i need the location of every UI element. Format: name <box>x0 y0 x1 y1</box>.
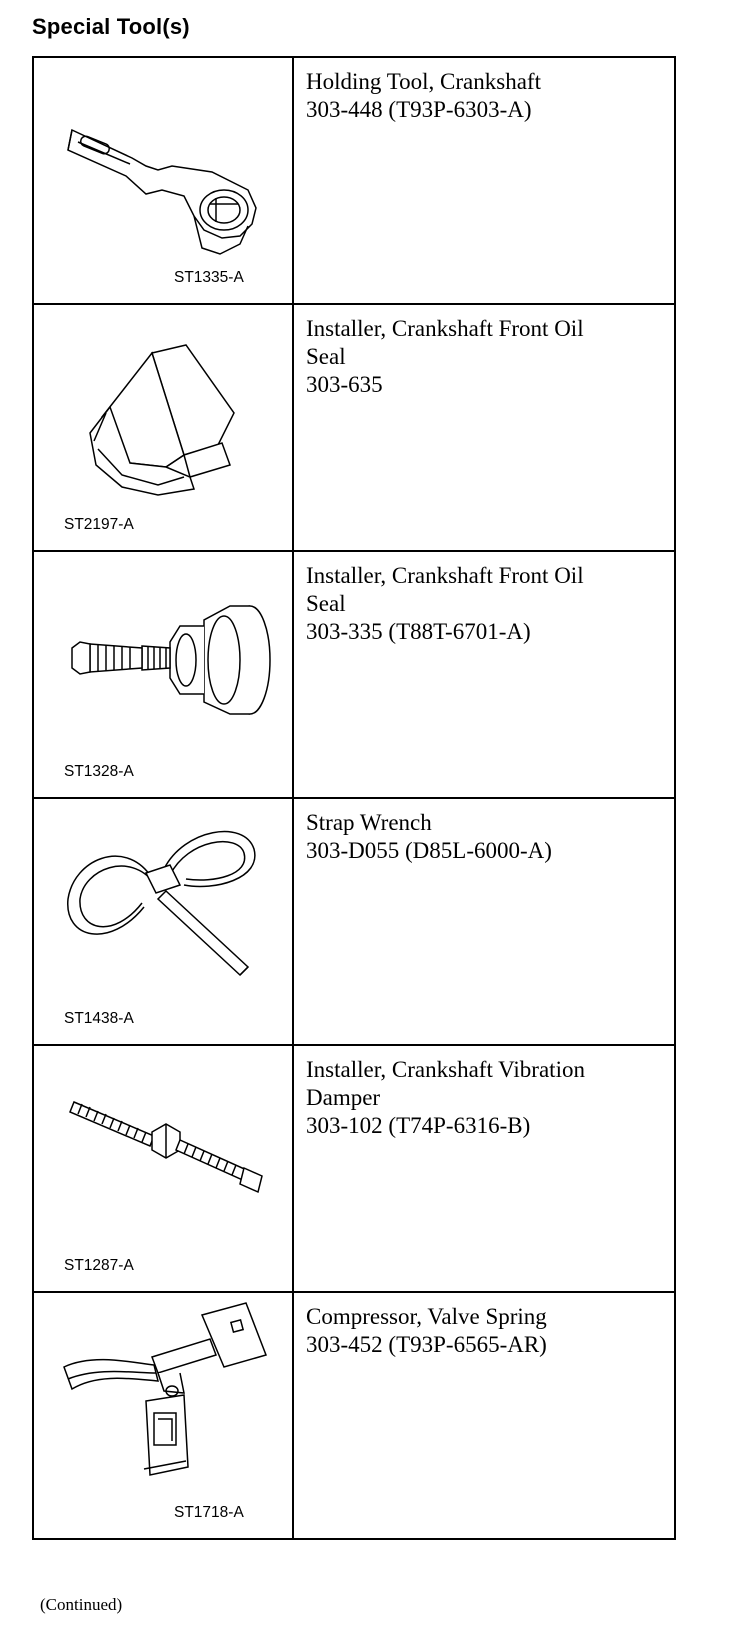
tool-number: 303-635 <box>306 372 383 397</box>
tool-image-code: ST2197-A <box>64 516 134 533</box>
tool-name-line-2: Damper <box>306 1085 381 1110</box>
tool-description-cell <box>293 304 675 551</box>
tool-image-code: ST1328-A <box>64 763 134 780</box>
tool-description-cell <box>293 1292 675 1539</box>
tool-image-code: ST1335-A <box>174 269 244 286</box>
tool-illustration-cell <box>33 1292 293 1539</box>
table-row <box>33 1045 675 1292</box>
tool-illustration-cell <box>33 551 293 798</box>
tool-number: 303-D055 (D85L-6000-A) <box>306 838 552 863</box>
tool-name: Compressor, Valve Spring <box>306 1304 547 1329</box>
tool-image-code: ST1438-A <box>64 1010 134 1027</box>
table-row <box>33 57 675 304</box>
tool-illustration-cell <box>33 57 293 304</box>
table-row <box>33 551 675 798</box>
tool-name: Holding Tool, Crankshaft <box>306 69 541 94</box>
tool-description-cell <box>293 798 675 1045</box>
oil-seal-installer-icon <box>34 305 292 550</box>
tool-number: 303-452 (T93P-6565-AR) <box>306 1332 547 1357</box>
valve-spring-compressor-icon <box>34 1293 292 1538</box>
tool-number: 303-448 (T93P-6303-A) <box>306 97 532 122</box>
tool-description-cell <box>293 57 675 304</box>
vibration-damper-installer-icon <box>34 1046 292 1291</box>
tool-name: Strap Wrench <box>306 810 432 835</box>
tool-name-line-1: Installer, Crankshaft Front Oil <box>306 316 584 341</box>
tool-name-line-2: Seal <box>306 344 346 369</box>
tool-description-cell <box>293 1045 675 1292</box>
table-row <box>33 798 675 1045</box>
crankshaft-holding-tool-icon <box>34 58 292 303</box>
tool-image-code: ST1718-A <box>174 1504 244 1521</box>
table-row <box>33 1292 675 1539</box>
tool-illustration-cell <box>33 798 293 1045</box>
strap-wrench-icon <box>34 799 292 1044</box>
special-tools-table <box>32 56 676 1540</box>
tool-illustration-cell <box>33 1045 293 1292</box>
page-title: Special Tool(s) <box>32 14 190 39</box>
table-row <box>33 304 675 551</box>
tool-number: 303-102 (T74P-6316-B) <box>306 1113 531 1138</box>
tool-name-line-1: Installer, Crankshaft Vibration <box>306 1057 585 1082</box>
continued-note: (Continued) <box>40 1595 123 1614</box>
threaded-seal-installer-icon <box>34 552 292 797</box>
tool-image-code: ST1287-A <box>64 1257 134 1274</box>
tool-number: 303-335 (T88T-6701-A) <box>306 619 531 644</box>
tool-name-line-2: Seal <box>306 591 346 616</box>
tool-name-line-1: Installer, Crankshaft Front Oil <box>306 563 584 588</box>
tool-illustration-cell <box>33 304 293 551</box>
tool-description-cell <box>293 551 675 798</box>
